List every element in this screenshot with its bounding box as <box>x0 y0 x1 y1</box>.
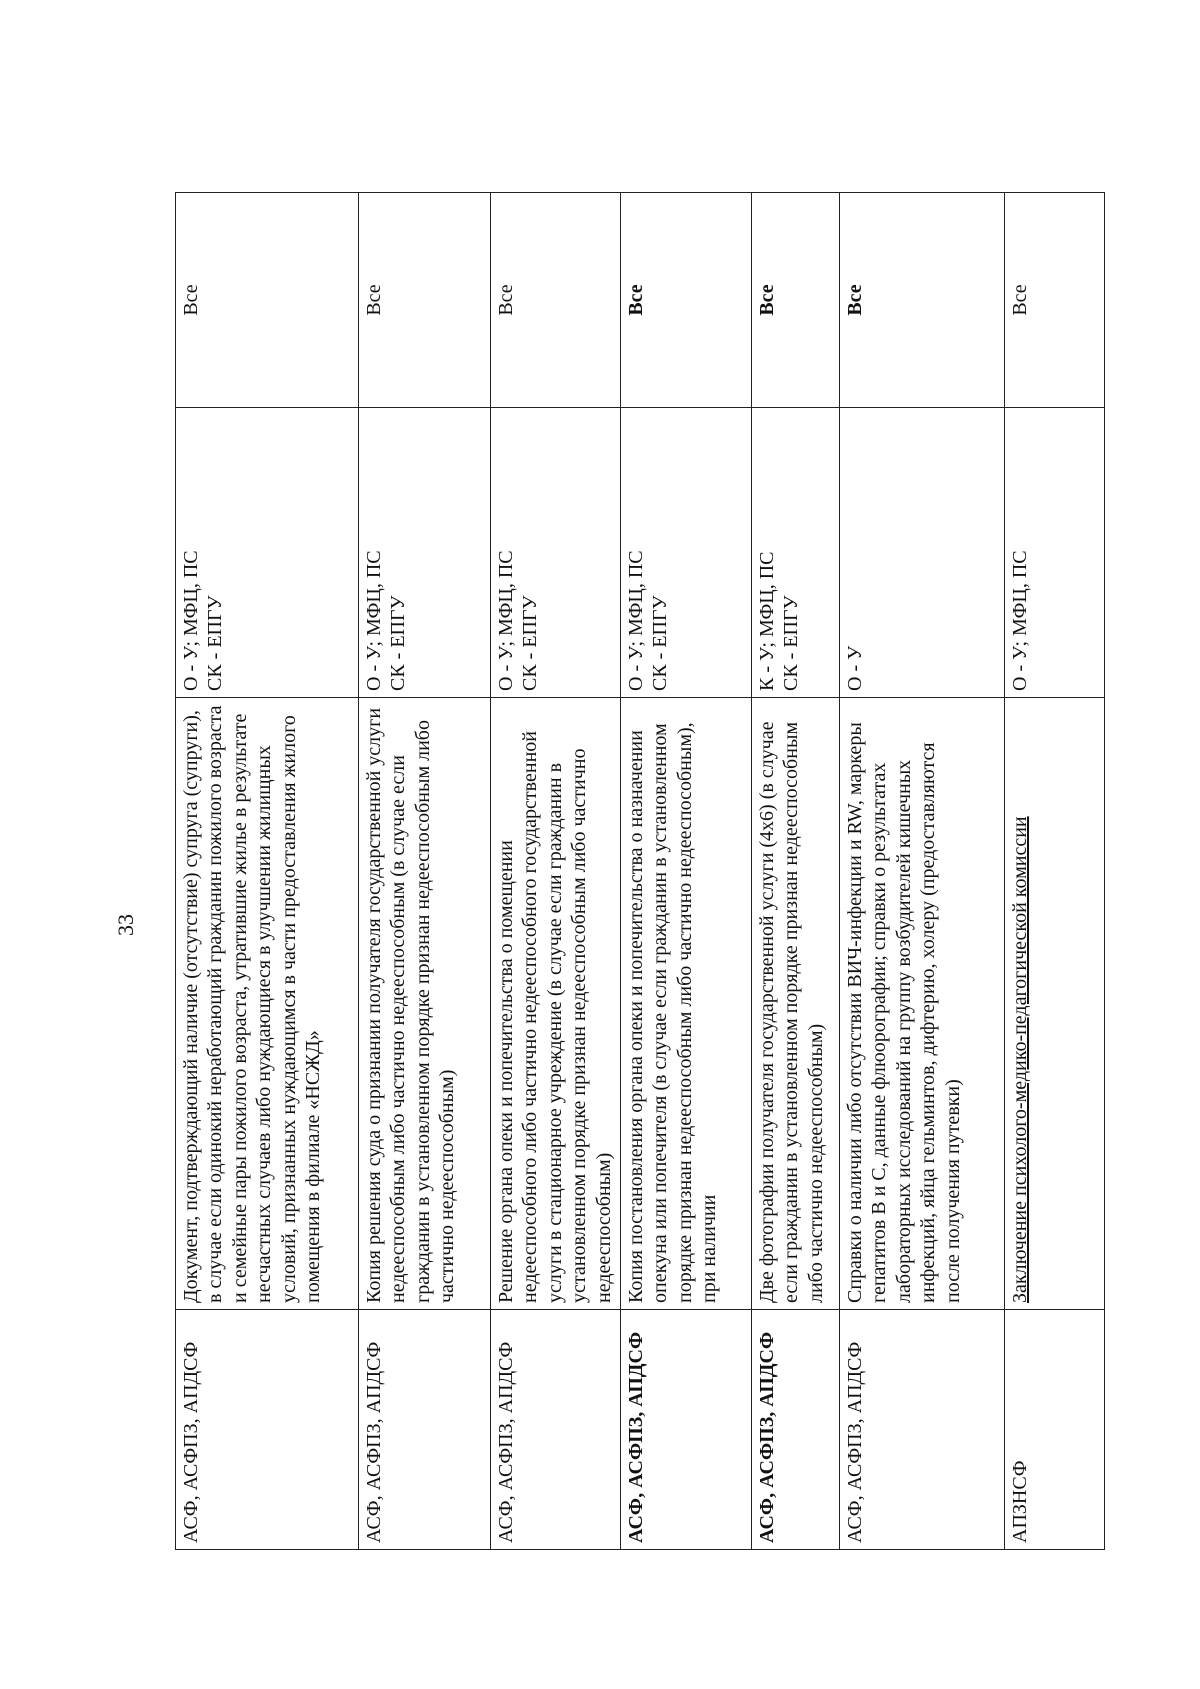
applicant-category-cell: Все <box>1004 192 1104 407</box>
table-row <box>358 192 490 1549</box>
table-row <box>839 192 1004 1549</box>
submission-method-line: О - У; МФЦ, ПС <box>179 549 202 691</box>
submission-method-line: СК - ЕПГУ <box>518 594 541 691</box>
document-description-cell: Документ, подтверждающий наличие (отсутствие) супруга (супруги), в случае если одинокий неработающий гражданин пожилого возраста и семейные пары пожилого возраста, утратившие жилье в результате несчастных случаев либо нуждающиеся в улучшении жилищных условий, признанных нуждающимся в части предоставления жилого помещения в филиале «НСЖД» <box>175 697 358 1309</box>
submission-method-line: СК - ЕПГУ <box>203 594 226 691</box>
document-description-cell: Копия постановления органа опеки и попечительства о назначении опекуна или попечителя (в случае если гражданин в установленном порядке признан недееспособным либо частично недееспособным), при наличии <box>620 697 751 1309</box>
service-code-cell: АСФ, АСФПЗ, АПДСФ <box>839 1309 1004 1549</box>
table-row <box>175 192 358 1549</box>
applicant-category-cell: Все <box>751 192 839 407</box>
submission-method-line: СК - ЕПГУ <box>779 594 802 691</box>
service-code-cell: АСФ, АСФПЗ, АПДСФ <box>175 1309 358 1549</box>
document-description-cell: Две фотографии получателя государственной услуги (4х6) (в случае если гражданин в установленном порядке признан недееспособным либо частично недееспособным) <box>751 697 839 1309</box>
document-table-container <box>175 192 1104 1549</box>
applicant-category-cell: Все <box>175 192 358 407</box>
table-row <box>620 192 751 1549</box>
service-code-cell: АСФ, АСФПЗ, АПДСФ <box>490 1309 620 1549</box>
submission-method-line: О - У; МФЦ, ПС <box>494 549 517 691</box>
document-description-cell: Справки о наличии либо отсутствии ВИЧ-инфекции и RW, маркеры гепатитов В и С, данные флюорографии; справки о результатах лабораторных исследований на группу возбудителей кишечных инфекций, яйца гельминтов, дифтерию, холеру (предоставляются после получения путевки) <box>839 697 1004 1309</box>
submission-method-line: СК - ЕПГУ <box>648 594 671 691</box>
table-row <box>490 192 620 1549</box>
applicant-category-cell: Все <box>490 192 620 407</box>
submission-method-cell <box>620 407 751 697</box>
submission-method-cell <box>839 407 1004 697</box>
submission-method-cell <box>1004 407 1104 697</box>
submission-method-line: К - У; МФЦ, ПС <box>755 550 778 691</box>
table-row <box>751 192 839 1549</box>
service-code-cell: АСФ, АСФПЗ, АПДСФ <box>751 1309 839 1549</box>
submission-method-line: О - У; МФЦ, ПС <box>1008 549 1031 691</box>
submission-method-line: О - У; МФЦ, ПС <box>624 549 647 691</box>
submission-method-cell <box>358 407 490 697</box>
page-number: 33 <box>113 914 138 936</box>
submission-method-line: О - У <box>843 645 866 691</box>
submission-method-cell <box>751 407 839 697</box>
table-row <box>1004 192 1104 1549</box>
service-code-cell: АСФ, АСФПЗ, АПДСФ <box>358 1309 490 1549</box>
applicant-category-cell: Все <box>358 192 490 407</box>
submission-method-line: О - У; МФЦ, ПС <box>362 549 385 691</box>
submission-method-cell <box>490 407 620 697</box>
applicant-category-cell: Все <box>839 192 1004 407</box>
document-description-cell: Решение органа опеки и попечительства о помещении недееспособного либо частично недееспособного государственной услуги в стационарное учреждение (в случае если гражданин в установленном порядке признан недееспособным либо частично недееспособным) <box>490 697 620 1309</box>
applicant-category-cell: Все <box>620 192 751 407</box>
service-code-cell: АПЗНСФ <box>1004 1309 1104 1549</box>
submission-method-cell <box>175 407 358 697</box>
document-table <box>175 192 1105 1550</box>
submission-method-line: СК - ЕПГУ <box>386 594 409 691</box>
document-description-cell: Копия решения суда о признании получателя государственной услуги недееспособным либо частично недееспособным (в случае если гражданин в установленном порядке признан недееспособным либо частично недееспособным) <box>358 697 490 1309</box>
document-description-cell: Заключение психолого-медико-педагогической комиссии <box>1004 697 1104 1309</box>
service-code-cell: АСФ, АСФПЗ, АПДСФ <box>620 1309 751 1549</box>
